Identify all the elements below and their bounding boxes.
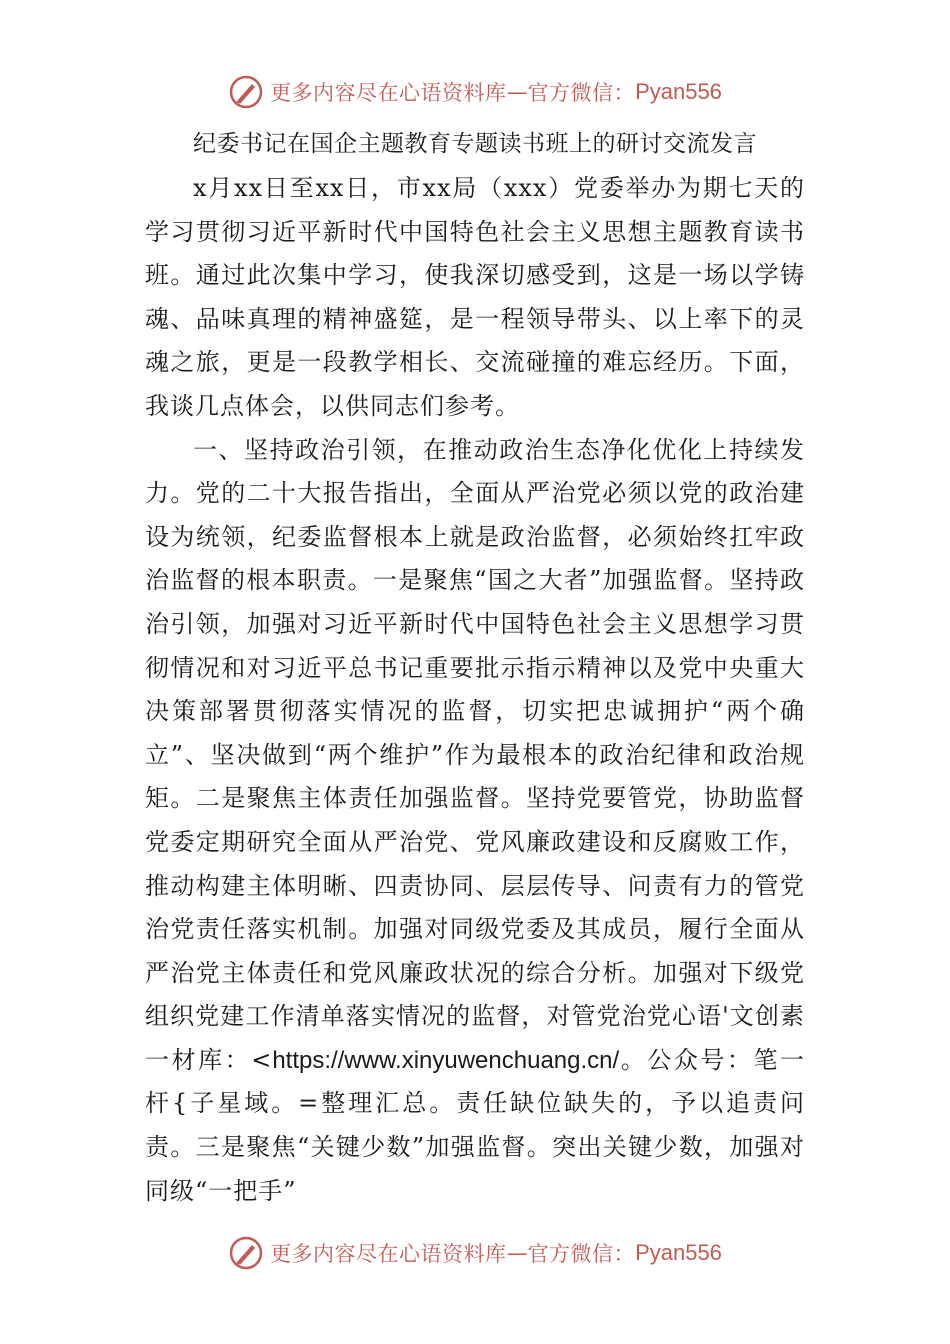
watermark-id: Pyan556: [635, 1240, 722, 1265]
paragraph-intro: x月xx日至xx日，市xx局（xxx）党委举办为期七天的学习贯彻习近平新时代中国特色社会主义思想主题教育读书班。通过此次集中学习，使我深切感受到，这是一场以学铸魂、品味真理的精神盛筵，是一程领导带头、以上率下的灵魂之旅，更是一段教学相长、交流碰撞的难忘经历。下面，我谈几点体会，以供同志们参考。: [145, 174, 805, 420]
paragraph-text: 一、坚持政治引领，在推动政治生态净化优化上持续发力。党的二十大报告指出，全面从严治党必须以党的政治建设为统领，纪委监督根本上就是政治监督，必须始终扛牢政治监督的根本职责。一是聚焦“国之大者”加强监督。坚持政治引领，加强对习近平新时代中国特色社会主义思想学习贯彻情况和对习近平总书记重要批示指示精神以及党中央重大决策部署贯彻落实情况的监督，切实把忠诚拥护“两个确立”、坚决做到“两个维护”作为最根本的政治纪律和政治规矩。二是聚焦主体责任加强监督。坚持党要管党，协助监督党委定期研究全面从严治党、党风廉政建设和反腐败工作，推动构建主体明晰、四责协同、层层传导、问责有力的管党治党责任落实机制。加强对同级党委及其成员，履行全面从严治党主体责任和党风廉政状况的综合分析。加强对下级党组织党建工作清单落实情况的监督，对管党治党心语'文创素一材库：<: [145, 435, 805, 1074]
paragraph-text: 。公众号：笔一杆{子星域。=整理汇总。责任缺位缺失的，予以追责问责。三是聚焦“关键少数”加强监督。突出关键少数，加强对同级“一把手”: [145, 1045, 806, 1205]
pen-logo-icon: [228, 74, 264, 110]
source-url: https://www.xinyuwenchuang.cn/: [272, 1046, 620, 1074]
watermark-account: 官方微信：: [527, 81, 636, 105]
pen-logo-icon: [228, 1235, 264, 1271]
watermark-id: Pyan556: [635, 79, 722, 104]
watermark-banner-bottom: [0, 1233, 950, 1273]
document-body: [145, 167, 805, 1213]
watermark-account: 官方微信：: [527, 1242, 636, 1266]
watermark-text: 更多内容尽在心语资料库: [270, 1242, 507, 1266]
watermark-banner-top: [0, 72, 950, 112]
watermark-dash: —: [506, 80, 528, 104]
document-title: 纪委书记在国企主题教育专题读书班上的研讨交流发言: [193, 131, 757, 157]
watermark-text: 更多内容尽在心语资料库: [270, 81, 507, 105]
paragraph-section-one: [145, 429, 805, 1214]
watermark-dash: —: [506, 1241, 528, 1265]
